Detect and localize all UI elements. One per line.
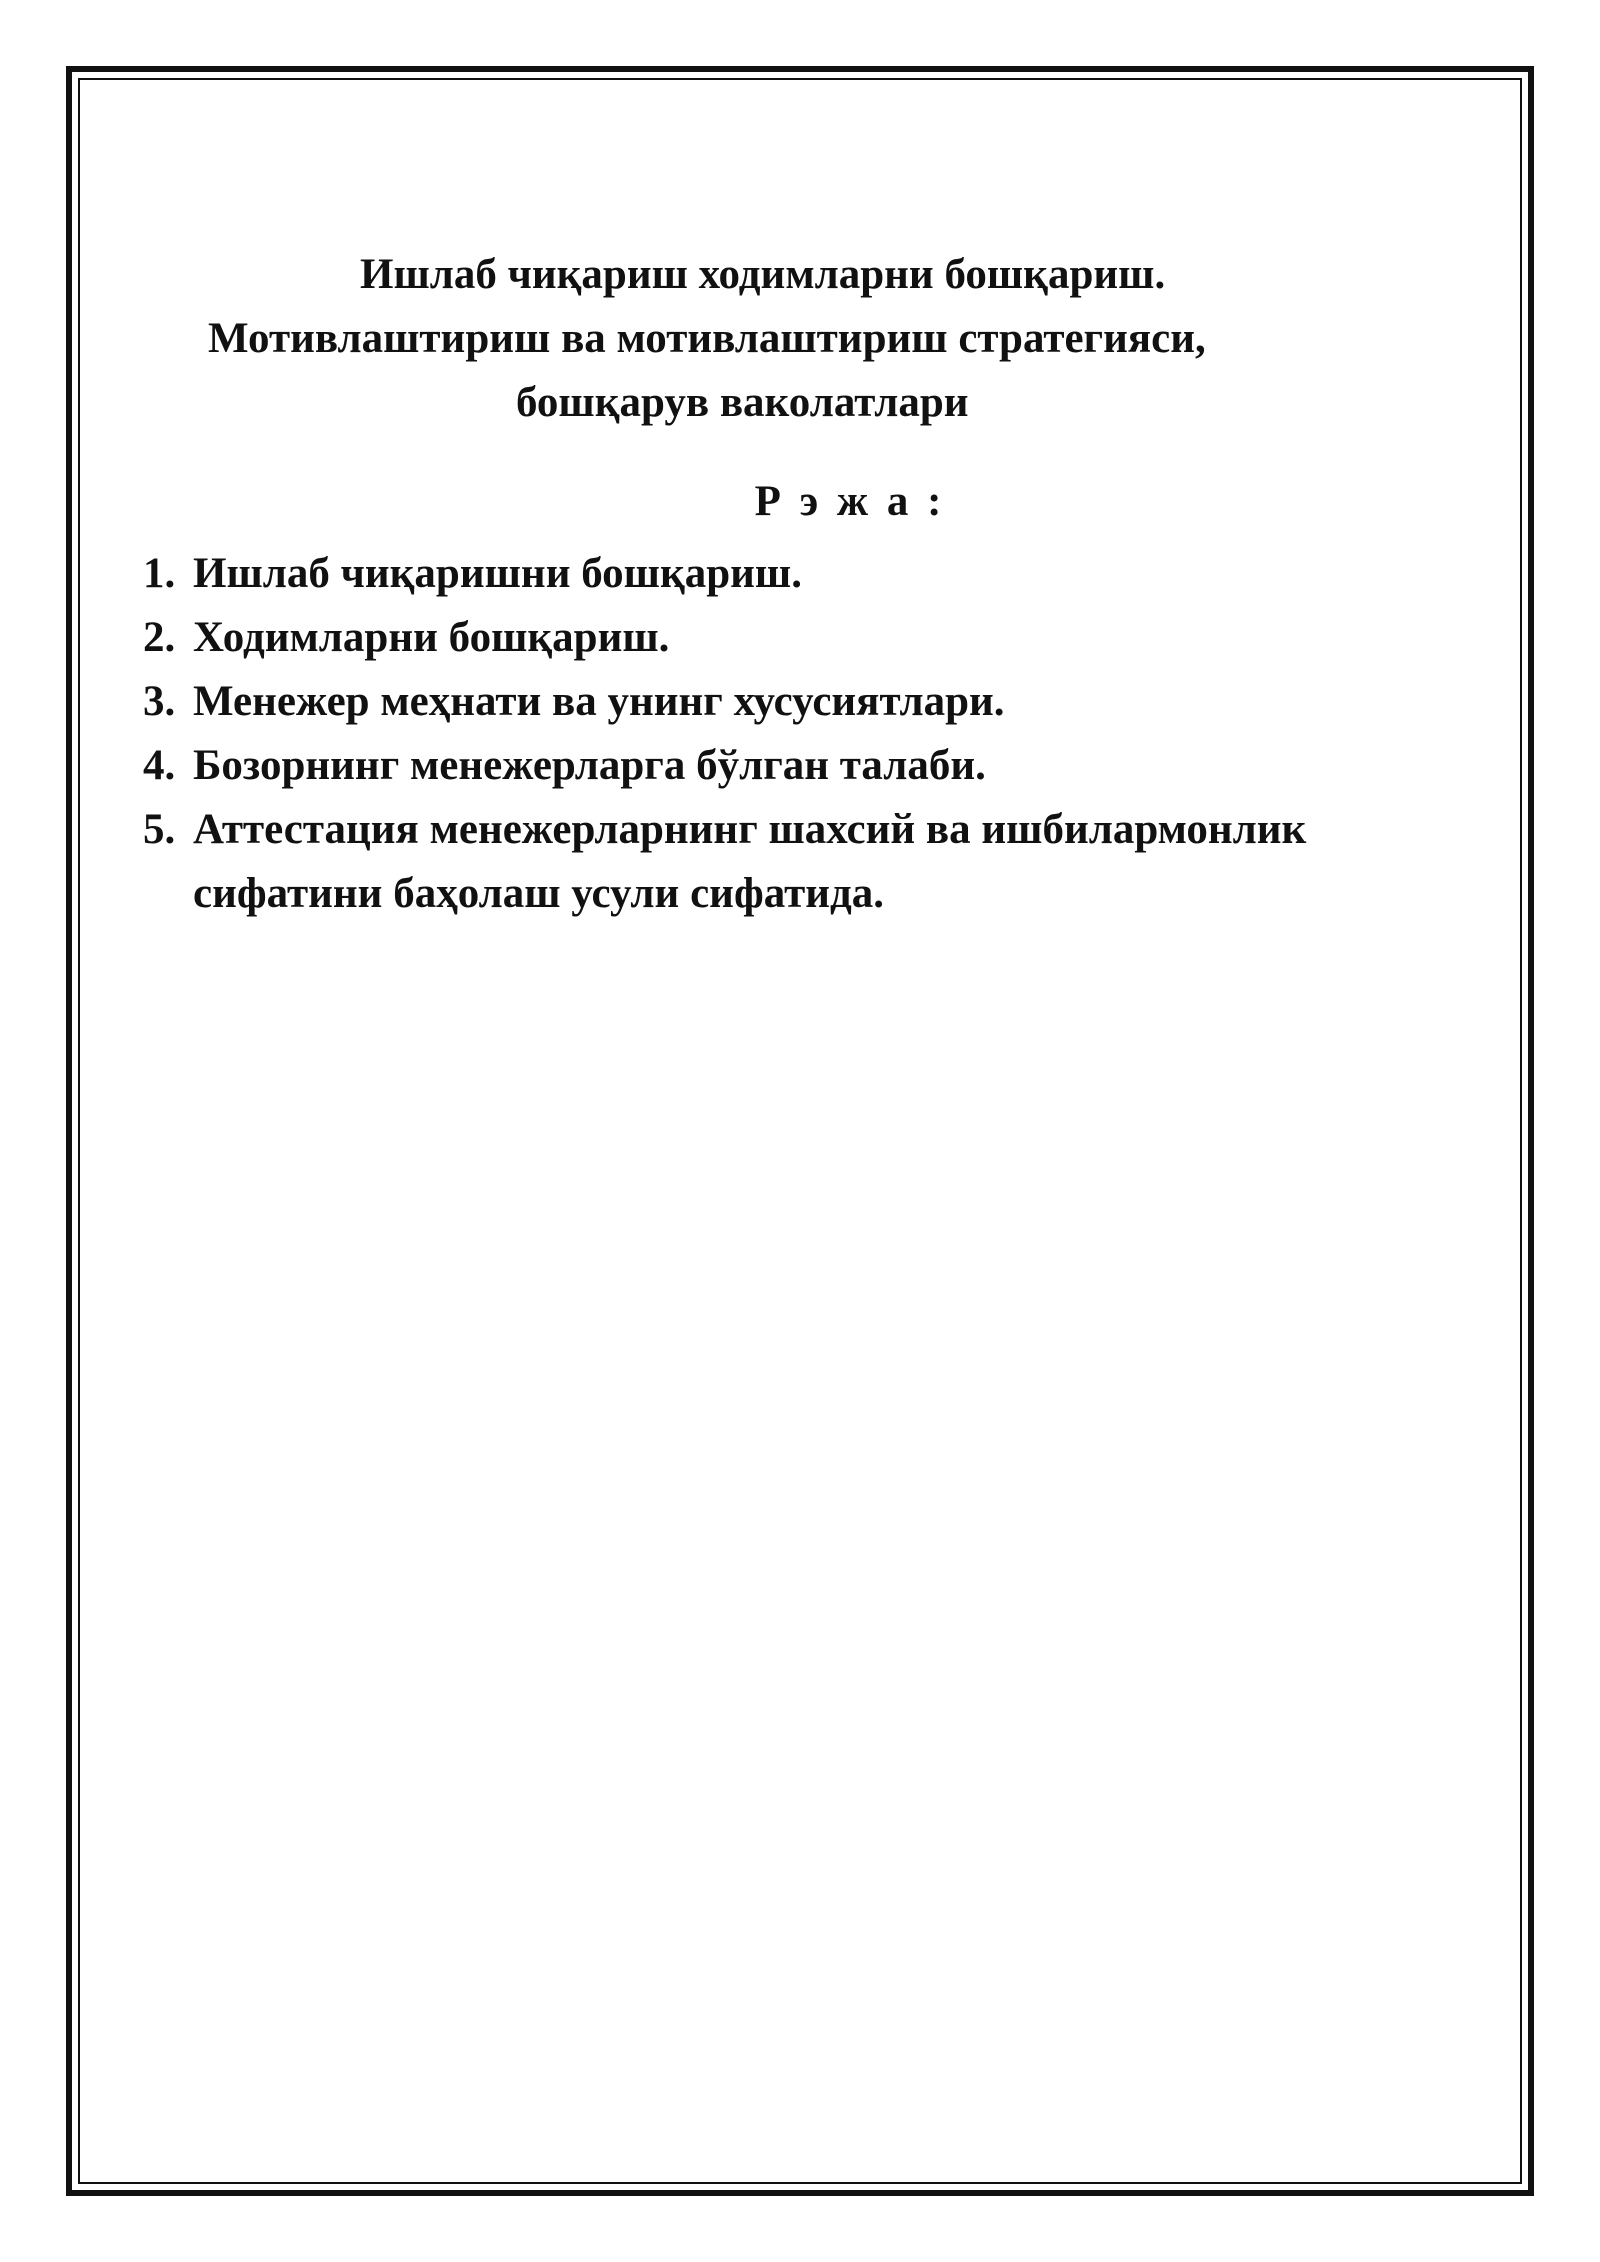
- plan-item-2: [143, 606, 1483, 670]
- title-line-1: Ишлаб чиқариш ходимларни бошқариш.: [360, 251, 1166, 298]
- plan-item-text: Аттестация менежерларнинг шахсий ва ишбилармонлик сифатини баҳолаш усули сифатида.: [193, 806, 1307, 917]
- plan-item-text: Ходимларни бошқариш.: [193, 614, 670, 661]
- title-line-2: Мотивлаштириш ва мотивлаштириш стратегияси,: [208, 315, 1206, 362]
- plan-item-text: Ишлаб чиқаришни бошқариш.: [193, 550, 802, 597]
- plan-list: [143, 542, 1483, 926]
- plan-item-3: [143, 670, 1483, 734]
- title-line-3: бошқарув ваколатлари: [516, 379, 969, 426]
- plan-heading: Р э ж а :: [754, 478, 946, 525]
- plan-item-number: 1.: [143, 550, 176, 597]
- plan-item-text: Бозорнинг менежерларга бўлган талаби.: [193, 742, 986, 789]
- plan-item-number: 3.: [143, 678, 176, 725]
- document-title: [78, 243, 1522, 435]
- plan-item-number: 5.: [143, 806, 176, 853]
- plan-item-number: 2.: [143, 614, 176, 661]
- plan-item-1: [143, 542, 1483, 606]
- plan-item-text: Менежер меҳнати ва унинг хусусиятлари.: [193, 678, 1005, 725]
- plan-item-number: 4.: [143, 742, 176, 789]
- plan-item-4: [143, 734, 1483, 798]
- plan-item-5: [143, 798, 1483, 926]
